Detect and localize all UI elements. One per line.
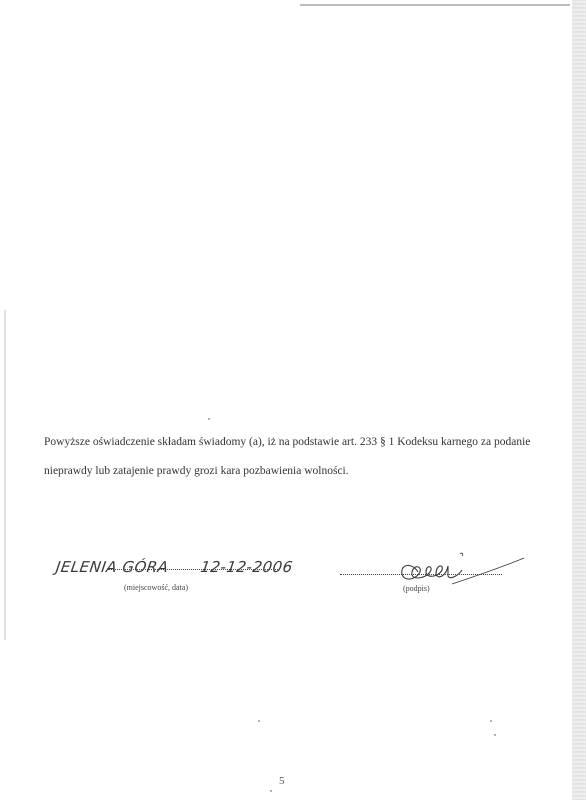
scan-edge-top xyxy=(300,4,570,6)
statement-line-1: Powyższe oświadczenie składam świadomy (a), iż na podstawie art. 233 § 1 Kodeksu karnego za podanie xyxy=(44,436,531,448)
scan-speck xyxy=(270,790,272,792)
handwritten-place: JELENIA GÓRA xyxy=(54,558,170,576)
scan-edge-right xyxy=(572,0,586,800)
signature-label: (podpis) xyxy=(403,584,430,593)
scan-speck xyxy=(208,418,210,420)
place-date-dotted-line xyxy=(108,569,278,570)
scan-speck xyxy=(258,720,260,722)
page-number: 5 xyxy=(279,775,285,787)
scan-speck xyxy=(490,720,492,722)
scan-speck xyxy=(494,734,496,736)
place-date-label: (miejscowość, data) xyxy=(124,583,188,592)
signature-dotted-line xyxy=(340,574,502,575)
handwritten-date: 12-12-2006 xyxy=(199,558,294,576)
statement-line-2: nieprawdy lub zatajenie prawdy grozi kara pozbawienia wolności. xyxy=(44,465,349,477)
declaration-statement xyxy=(44,428,564,486)
handwritten-place-date xyxy=(55,558,294,576)
scan-edge-left xyxy=(4,310,6,640)
